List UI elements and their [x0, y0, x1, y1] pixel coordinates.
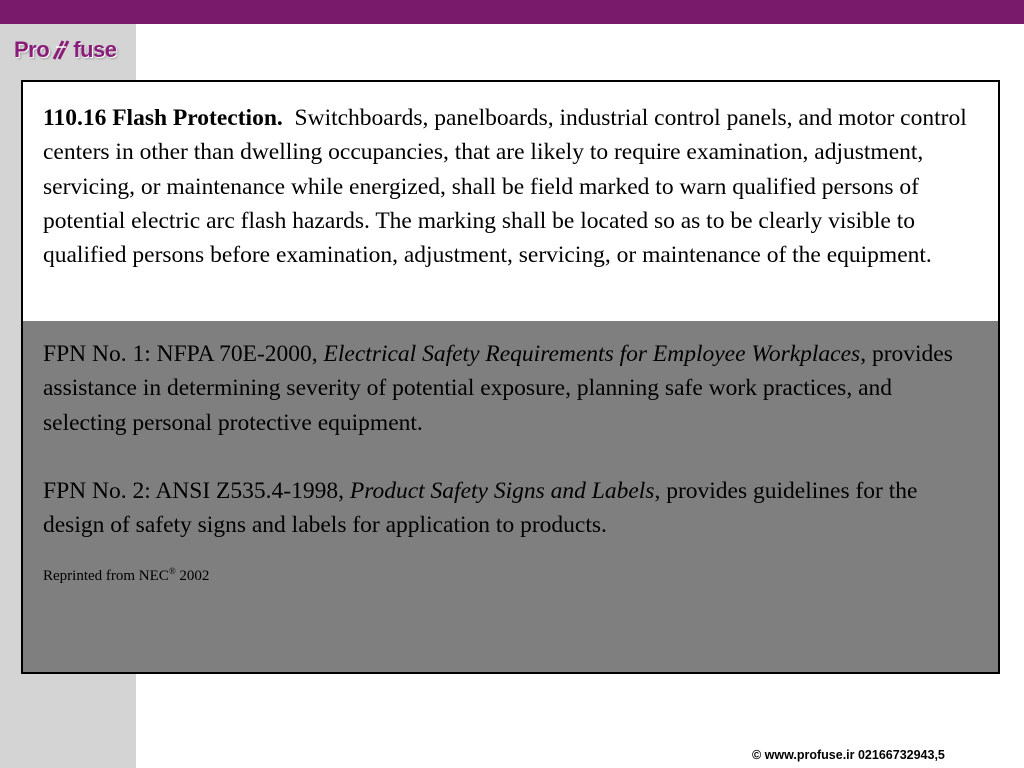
- fpn-note-1: [43, 337, 978, 440]
- fpn-1-label: FPN No. 1: NFPA 70E-2000,: [43, 341, 318, 367]
- notes-panel: [23, 321, 998, 672]
- reprint-credit: [43, 566, 978, 585]
- fpn-1-title: Electrical Safety Requirements for Employee Workplaces: [323, 341, 861, 367]
- section-heading: 110.16 Flash Protection.: [43, 105, 283, 131]
- reprint-prefix: Reprinted from NEC: [43, 568, 169, 585]
- footer-copyright: © www.profuse.ir 02166732943,5: [752, 748, 945, 762]
- logo-text-right: fuse: [73, 37, 117, 62]
- registered-mark: ®: [168, 566, 176, 577]
- reprint-year: 2002: [179, 568, 210, 585]
- profuse-logo: [14, 33, 116, 67]
- code-section-panel: [23, 82, 998, 321]
- fpn-2-text: , provides guidelines for the design of safety signs and labels for application to products.: [43, 477, 918, 539]
- slide-content-box: [21, 80, 1000, 674]
- fpn-2-label: FPN No. 2: ANSI Z535.4-1998,: [43, 477, 344, 504]
- fuse-icon: [50, 37, 72, 63]
- section-body: Switchboards, panelboards, industrial control panels, and motor control centers in other than dwelling occupancies, that are likely to require examination, adjustment, servicing, or maintenance while energized, shall be field marked to warn qualified persons of potential electric arc flash hazards. The marking shall be located so as to be clearly visible to qualified persons before examination, adjustment, servicing, or maintenance of the equipment.: [43, 105, 967, 269]
- fpn-note-2: [43, 474, 978, 543]
- logo-text-left: Pro: [14, 37, 50, 62]
- fpn-1-text: , provides assistance in determining severity of potential exposure, planning safe work practices, and selecting personal protective equipment.: [43, 341, 953, 436]
- code-section-paragraph: [43, 101, 978, 272]
- fpn-2-title: Product Safety Signs and Labels: [349, 477, 655, 504]
- top-accent-bar: [0, 0, 1024, 24]
